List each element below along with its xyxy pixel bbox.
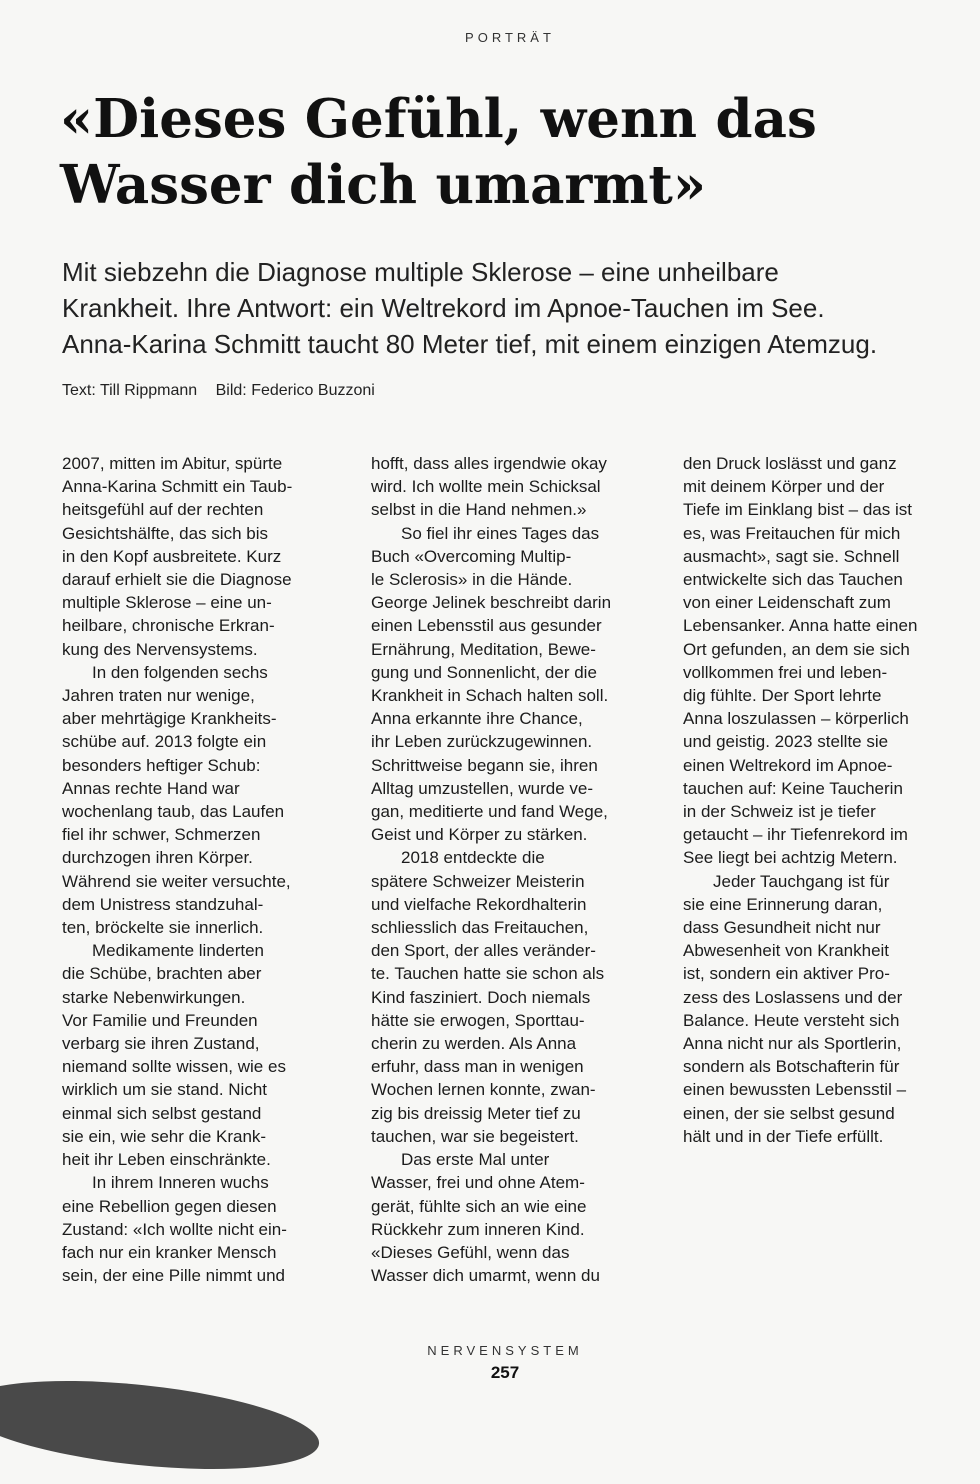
- section-label: PORTRÄT: [465, 30, 555, 45]
- body-text-line: «Dieses Gefühl, wenn das: [371, 1242, 570, 1262]
- body-text-line: Während sie weiter versuchte,: [62, 871, 291, 891]
- body-text-line: heit ihr Leben einschränkte.: [62, 1150, 271, 1170]
- body-text-line: In ihrem Inneren wuchs: [92, 1173, 269, 1193]
- body-text-line: zess des Loslassens und der: [683, 987, 903, 1007]
- body-text-line: Anna loszulassen – körperlich: [683, 709, 909, 729]
- body-text-line: Wasser dich umarmt, wenn du: [371, 1266, 600, 1286]
- body-text-line: tauchen, war sie begeistert.: [371, 1126, 579, 1146]
- body-text-line: Anna erkannte ihre Chance,: [371, 709, 583, 729]
- body-text-line: und geistig. 2023 stellte sie: [683, 732, 889, 752]
- body-text-line: ihr Leben zurückzugewinnen.: [371, 732, 593, 752]
- body-text-line: 2018 entdeckte die: [401, 848, 545, 868]
- body-text-line: dass Gesundheit nicht nur: [683, 918, 881, 938]
- body-text-line: Tiefe im Einklang bist – das ist: [683, 500, 912, 520]
- body-text-line: Schrittweise begann sie, ihren: [371, 755, 598, 775]
- body-text-line: dem Unistress standzuhal-: [62, 894, 264, 914]
- body-text-line: Gesichtshälfte, das sich bis: [62, 523, 268, 543]
- body-text-line: 2007, mitten im Abitur, spürte: [62, 454, 283, 473]
- body-text-line: aber mehrtägige Krankheits-: [62, 709, 277, 729]
- credits: [62, 382, 375, 400]
- headline-line: «Dieses Gefühl, wenn das: [60, 88, 817, 150]
- body-text-line: Kind fasziniert. Doch niemals: [371, 987, 591, 1007]
- body-text-line: Krankheit in Schach halten soll.: [371, 686, 609, 706]
- body-text-line: die Schübe, brachten aber: [62, 964, 262, 984]
- body-text-line: hofft, dass alles irgendwie okay: [371, 454, 607, 473]
- body-text-line: den Druck loslässt und ganz: [683, 454, 897, 473]
- body-text-line: sie eine Erinnerung daran,: [683, 894, 883, 914]
- body-text-line: eine Rebellion gegen diesen: [62, 1196, 277, 1216]
- body-text-line: Abwesenheit von Krankheit: [683, 941, 890, 961]
- body-text-line: Das erste Mal unter: [401, 1150, 550, 1170]
- lead-line: Mit siebzehn die Diagnose multiple Sklerose – eine unheilbare: [62, 257, 779, 287]
- body-text-line: heilbare, chronische Erkran-: [62, 616, 275, 636]
- headline-line: Wasser dich umarmt»: [60, 154, 707, 216]
- body-text-line: sein, der eine Pille nimmt und: [62, 1266, 286, 1286]
- body-text-line: Zustand: «Ich wollte nicht ein-: [62, 1219, 287, 1239]
- body-text-line: getaucht – ihr Tiefenrekord im: [683, 825, 908, 845]
- footer-section-label: NERVENSYSTEM: [427, 1343, 583, 1358]
- lead-paragraph: [62, 254, 962, 362]
- body-text-line: einmal sich selbst gestand: [62, 1103, 262, 1123]
- body-text-line: und vielfache Rekordhalterin: [371, 894, 587, 914]
- lead-line: Anna-Karina Schmitt taucht 80 Meter tief, mit einem einzigen Atemzug.: [62, 329, 878, 359]
- body-text-line: le Sclerosis» in die Hände.: [371, 570, 573, 590]
- body-text-line: ten, bröckelte sie innerlich.: [62, 918, 264, 938]
- body-text-line: Alltag umzustellen, wurde ve-: [371, 778, 594, 798]
- body-text-line: zig bis dreissig Meter tief zu: [371, 1103, 581, 1123]
- body-text-line: es, was Freitauchen für mich: [683, 523, 901, 543]
- body-text-line: schliesslich das Freitauchen,: [371, 918, 589, 938]
- image-credit: Bild: Federico Buzzoni: [215, 382, 375, 399]
- body-text-line: einen Weltrekord im Apnoe-: [683, 755, 893, 775]
- body-text-line: besonders heftiger Schub:: [62, 755, 261, 775]
- body-text-line: Buch «Overcoming Multip-: [371, 546, 572, 566]
- body-text-line: multiple Sklerose – eine un-: [62, 593, 272, 613]
- body-text-line: starke Nebenwirkungen.: [62, 987, 246, 1007]
- body-text-line: Jeder Tauchgang ist für: [713, 871, 890, 891]
- body-text-line: Wochen lernen konnte, zwan-: [371, 1080, 596, 1100]
- body-text-line: fiel ihr schwer, Schmerzen: [62, 825, 261, 845]
- body-text-line: cherin zu werden. Als Anna: [371, 1034, 577, 1054]
- body-text-line: Lebensanker. Anna hatte einen: [683, 616, 918, 636]
- body-text-line: Geist und Körper zu stärken.: [371, 825, 588, 845]
- body-text-line: te. Tauchen hatte sie schon als: [371, 964, 605, 984]
- body-text-line: Ernährung, Meditation, Bewe-: [371, 639, 596, 659]
- body-text-line: den Sport, der alles veränder-: [371, 941, 596, 961]
- body-text-line: Annas rechte Hand war: [62, 778, 240, 798]
- body-text-line: vollkommen frei und leben-: [683, 662, 888, 682]
- body-text-line: darauf erhielt sie die Diagnose: [62, 570, 292, 590]
- body-text-line: ist, sondern ein aktiver Pro-: [683, 964, 890, 984]
- body-text-line: entwickelte sich das Tauchen: [683, 570, 903, 590]
- body-text-line: tauchen auf: Keine Taucherin: [683, 778, 903, 798]
- body-text-line: fach nur ein kranker Mensch: [62, 1242, 277, 1262]
- text-credit: Text: Till Rippmann: [62, 382, 198, 399]
- body-text-line: Anna-Karina Schmitt ein Taub-: [62, 477, 293, 497]
- article-column-1: [62, 452, 332, 1287]
- body-text-line: einen bewussten Lebensstil –: [683, 1080, 907, 1100]
- body-text-line: sie ein, wie sehr die Krank-: [62, 1126, 267, 1146]
- body-text-line: einen, der sie selbst gesund: [683, 1103, 895, 1123]
- body-text-line: verbarg sie ihren Zustand,: [62, 1034, 260, 1054]
- page-edge-shadow: [0, 1366, 323, 1483]
- body-text-line: einen Lebensstil aus gesunder: [371, 616, 602, 636]
- body-text-line: Wasser, frei und ohne Atem-: [371, 1173, 585, 1193]
- page-number: 257: [490, 1363, 520, 1382]
- body-text-line: erfuhr, dass man in wenigen: [371, 1057, 584, 1077]
- body-text-line: Vor Familie und Freunden: [62, 1010, 258, 1030]
- lead-line: Krankheit. Ihre Antwort: ein Weltrekord im Apnoe-Tauchen im See.: [62, 293, 825, 323]
- body-text-line: wird. Ich wollte mein Schicksal: [371, 477, 601, 497]
- body-text-line: wochenlang taub, das Laufen: [62, 802, 285, 822]
- body-text-line: hält und in der Tiefe erfüllt.: [683, 1126, 884, 1146]
- body-text-line: gan, meditierte und fand Wege,: [371, 802, 608, 822]
- body-text-line: Anna nicht nur als Sportlerin,: [683, 1034, 902, 1054]
- body-text-line: heitsgefühl auf der rechten: [62, 500, 264, 520]
- body-text-line: spätere Schweizer Meisterin: [371, 871, 585, 891]
- body-text-line: Jahren traten nur wenige,: [62, 686, 255, 706]
- body-text-line: Rückkehr zum inneren Kind.: [371, 1219, 585, 1239]
- article-column-2: [371, 452, 641, 1287]
- body-text-line: ausmacht», sagt sie. Schnell: [683, 546, 900, 566]
- body-text-line: dig fühlte. Der Sport lehrte: [683, 686, 882, 706]
- body-text-line: gerät, fühlte sich an wie eine: [371, 1196, 587, 1216]
- body-text-line: in der Schweiz ist je tiefer: [683, 802, 876, 822]
- body-text-line: Balance. Heute versteht sich: [683, 1010, 900, 1030]
- body-text-line: hätte sie erwogen, Sporttau-: [371, 1010, 585, 1030]
- body-text-line: In den folgenden sechs: [92, 662, 268, 682]
- body-text-line: von einer Leidenschaft zum: [683, 593, 891, 613]
- body-text-line: schübe auf. 2013 folgte ein: [62, 732, 267, 752]
- body-text-line: sondern als Botschafterin für: [683, 1057, 900, 1077]
- body-text-line: So fiel ihr eines Tages das: [401, 523, 600, 543]
- headline: [60, 86, 940, 218]
- body-text-line: niemand sollte wissen, wie es: [62, 1057, 286, 1077]
- article-column-3: [683, 452, 953, 1148]
- body-text-line: See liegt bei achtzig Metern.: [683, 848, 898, 868]
- body-text-line: Medikamente linderten: [92, 941, 264, 961]
- body-text-line: in den Kopf ausbreitete. Kurz: [62, 546, 282, 566]
- body-text-line: selbst in die Hand nehmen.»: [371, 500, 587, 520]
- body-text-line: Ort gefunden, an dem sie sich: [683, 639, 910, 659]
- body-text-line: durchzogen ihren Körper.: [62, 848, 253, 868]
- body-text-line: wirklich um sie stand. Nicht: [62, 1080, 268, 1100]
- body-text-line: gung und Sonnenlicht, der die: [371, 662, 597, 682]
- body-text-line: mit deinem Körper und der: [683, 477, 885, 497]
- body-text-line: kung des Nervensystems.: [62, 639, 258, 659]
- body-text-line: George Jelinek beschreibt darin: [371, 593, 612, 613]
